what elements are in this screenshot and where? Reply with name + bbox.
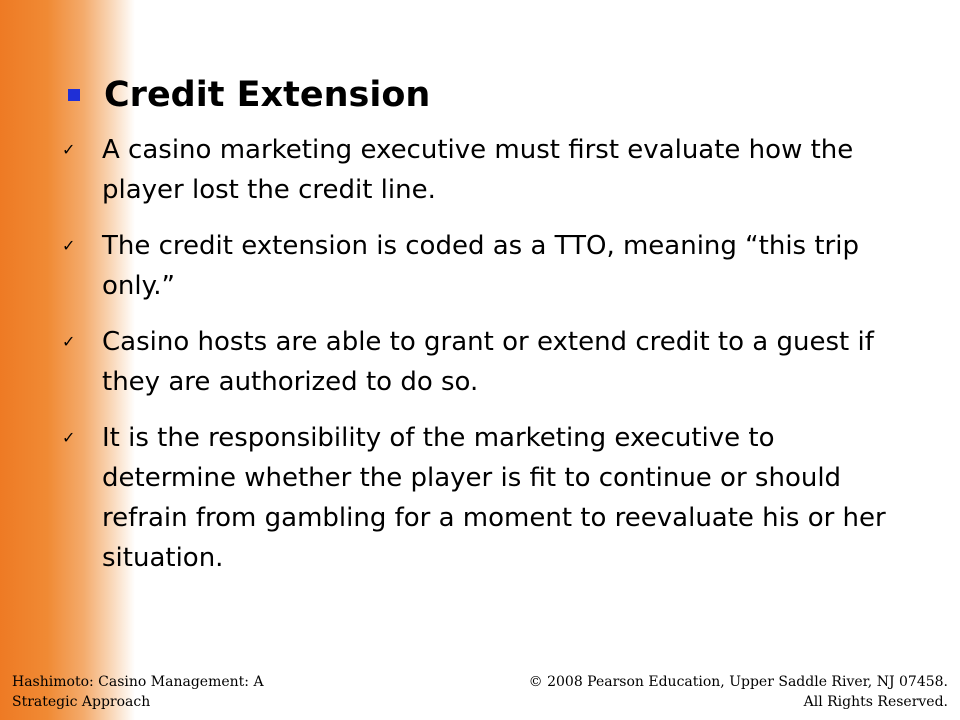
list-item [60, 130, 920, 210]
footer-left-line: Hashimoto: Casino Management: A [12, 674, 264, 690]
footer-right-line: © 2008 Pearson Education, Upper Saddle River, NJ 07458. [528, 674, 948, 690]
bullet-text: A casino marketing executive must first evaluate how the player lost the credit line. [102, 135, 854, 205]
list-item [60, 322, 920, 402]
slide-content [60, 70, 920, 594]
list-item [60, 418, 920, 578]
footer-book-citation [12, 672, 312, 712]
bullet-text: Casino hosts are able to grant or extend credit to a guest if they are authorized to do so. [102, 327, 874, 397]
slide-title: Credit Extension [104, 75, 431, 115]
list-item [60, 226, 920, 306]
bullet-text: The credit extension is coded as a TTO, meaning “this trip only.” [102, 231, 859, 301]
check-icon: ✓ [62, 428, 76, 447]
square-bullet-icon [68, 89, 80, 101]
slide-heading-row [60, 70, 920, 120]
check-icon: ✓ [62, 236, 76, 255]
footer-copyright [468, 672, 948, 712]
footer-left-line: Strategic Approach [12, 694, 151, 710]
check-icon: ✓ [62, 140, 76, 159]
bullet-list [60, 130, 920, 578]
footer-right-line: All Rights Reserved. [803, 694, 948, 710]
bullet-text: It is the responsibility of the marketing executive to determine whether the player is fit to continue or should refrain from gambling for a moment to reevaluate his or her situation. [102, 423, 886, 573]
check-icon: ✓ [62, 332, 76, 351]
